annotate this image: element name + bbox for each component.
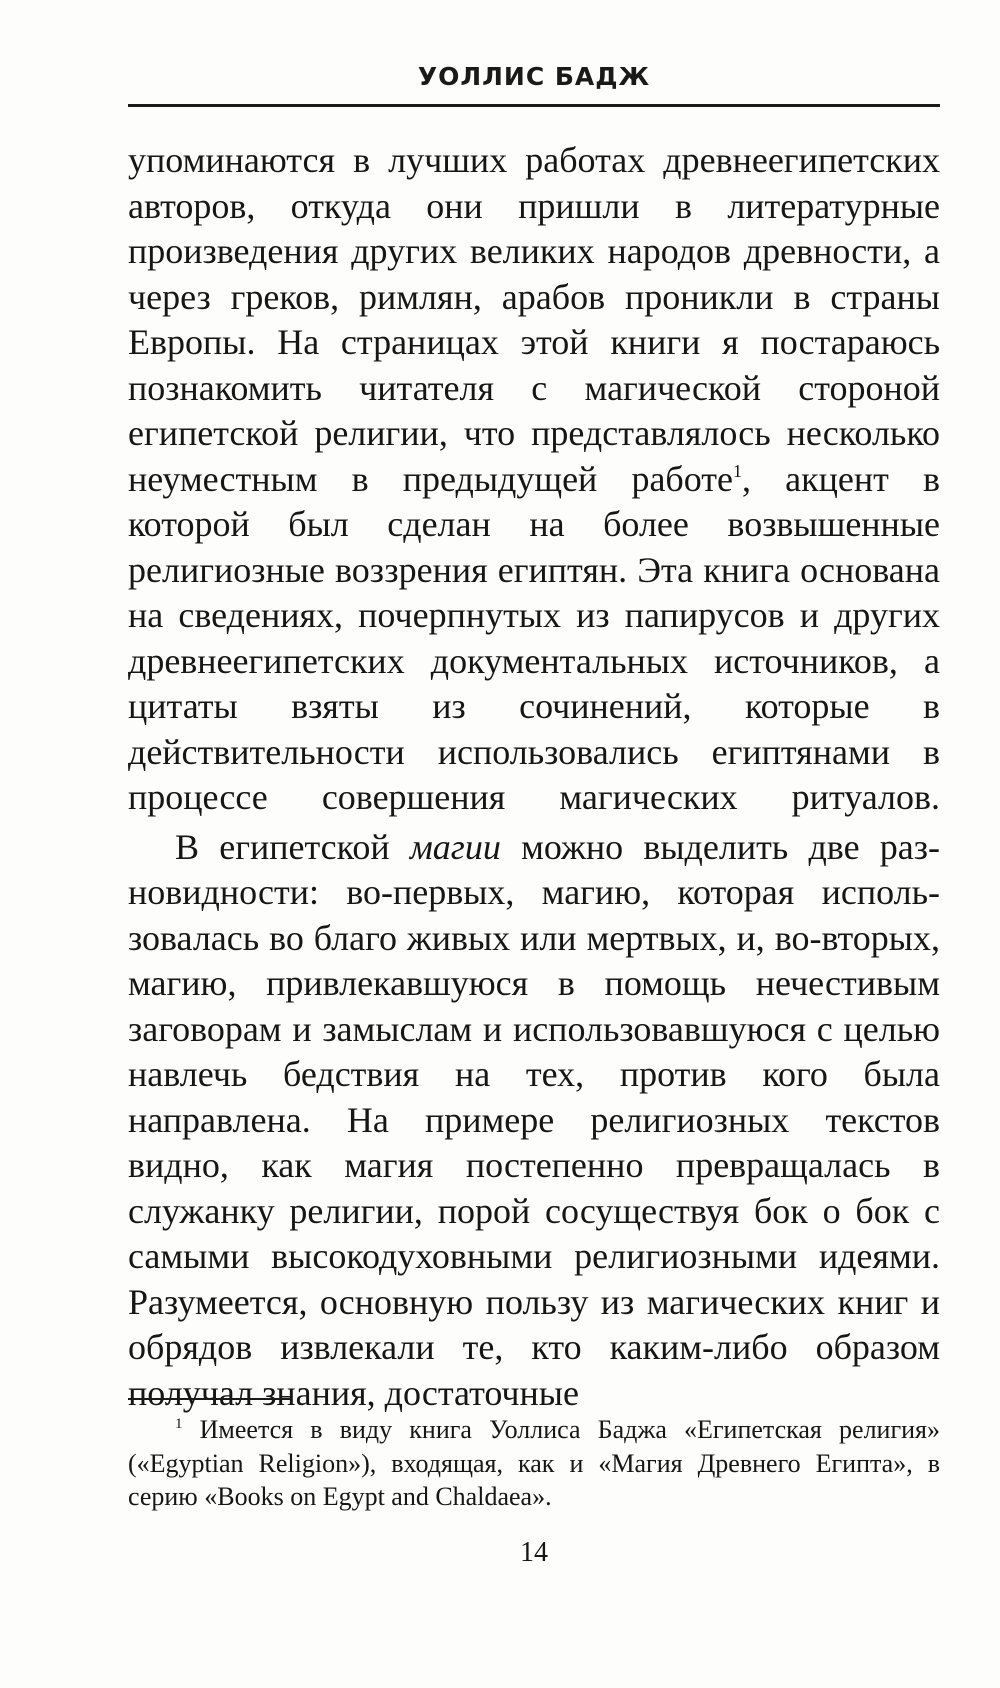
paragraph-1-part-1: упоминаются в лучших работах древнеегипетских авторов, откуда они пришли в литературные произведения других великих народов древности, а через греков, римлян, арабов проникли в страны Европы. На страницах этой книги я постараюсь познакомить читателя с магической стороной египетской религии, что представлялось несколько неуместным в предыдущей работе (128, 140, 940, 499)
footnote (128, 1413, 940, 1514)
paragraph-1 (128, 138, 940, 821)
footnote-marker: 1 (175, 1416, 183, 1432)
emphasized-term: магии (409, 826, 501, 867)
running-head: УОЛЛИС БАДЖ (417, 62, 651, 91)
footnote-text (128, 1413, 940, 1514)
body-text (128, 138, 940, 1416)
footnote-rule (128, 1398, 291, 1400)
footnote-body: Имеется в виду книга Уоллиса Баджа «Египетская религия» («Egyptian Religion»), входящая, как и «Магия Древнего Египта», в серию «Books on Egypt and Chaldaea». (128, 1415, 940, 1511)
paragraph-1-part-2: , акцент в которой был сделан на более возвышенные религиозные воззрения египтян. Эта книга основана на сведениях, почерпнутых из папирусов и других древнеегипетских документальных источников, а цитаты взяты из сочинений, которые в действительности использовались египтянами в процессе совершения магических ритуалов. (128, 458, 940, 817)
footnote-reference: 1 (733, 460, 742, 481)
paragraph-2-start: В египетской (175, 826, 410, 867)
paragraph-2 (128, 825, 940, 1417)
paragraph-2-rest: можно выделить две разновидности: во-первых, магию, которая использовалась во благо живых или мертвых, и, во-вторых, магию, привлекавшуюся в помощь нечестивым заговорам и замыслам и использовавшуюся с целью навлечь бедствия на тех, против кого была направлена. На примере религиозных текстов видно, как магия постепенно превращалась в служанку религии, порой сосуществуя бок о бок с самыми высокодуховными религиозными идеями. Разумеется, основную пользу из магических книг и обрядов извлекали те, кто каким-либо образом получал знания, достаточные (128, 826, 940, 1413)
header-rule (128, 104, 940, 107)
page-number: 14 (520, 1537, 548, 1568)
